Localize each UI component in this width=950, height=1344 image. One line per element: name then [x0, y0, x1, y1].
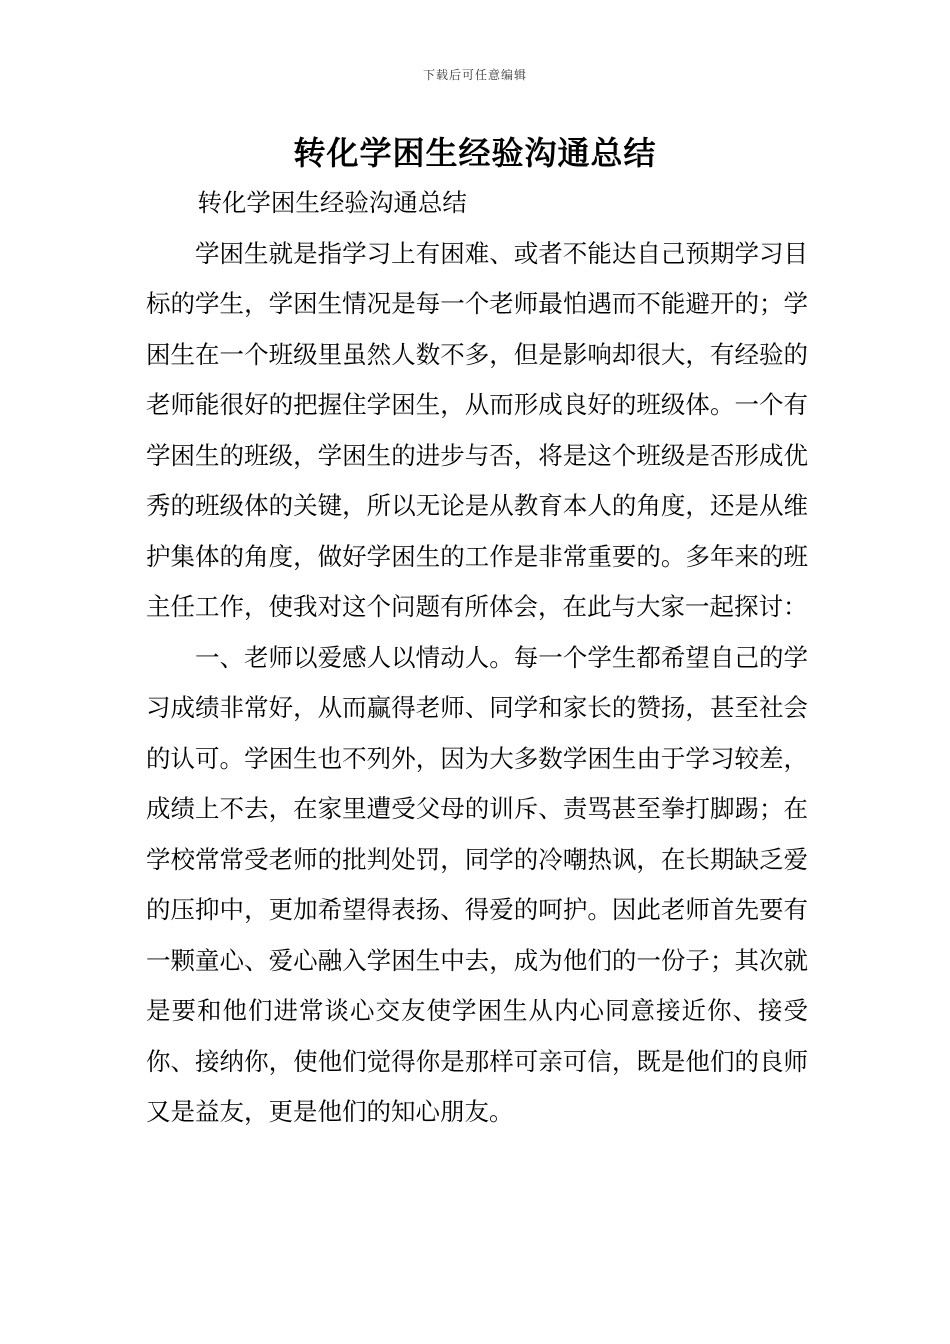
paragraph-intro: 学困生就是指学习上有困难、或者不能达自己预期学习目标的学生，学困生情况是每一个老师最怕遇而不能避开的；学困生在一个班级里虽然人数不多，但是影响却很大，有经验的老师能很好的把握住学困生，从而形成良好的班级体。一个有学困生的班级，学困生的进步与否，将是这个班级是否形成优秀的班级体的关键，所以无论是从教育本人的角度，还是从维护集体的角度，做好学困生的工作是非常重要的。多年来的班主任工作，使我对这个问题有所体会，在此与大家一起探讨： — [146, 238, 808, 621]
header-note: 下载后可任意编辑 — [422, 68, 527, 82]
document-body — [146, 178, 808, 1138]
document-title: 转化学困生经验沟通总结 — [293, 134, 657, 172]
paragraph-section-one: 一、老师以爱感人以情动人。每一个学生都希望自己的学习成绩非常好，从而赢得老师、同学和家长的赞扬，甚至社会的认可。学困生也不列外，因为大多数学困生由于学习较差，成绩上不去，在家里遭受父母的训斥、责骂甚至拳打脚踢；在学校常常受老师的批判处罚，同学的冷嘲热讽，在长期缺乏爱的压抑中，更加希望得表扬、得爱的呵护。因此老师首先要有一颗童心、爱心融入学困生中去，成为他们的一份子；其次就是要和他们进常谈心交友使学困生从内心同意接近你、接受你、接纳你，使他们觉得你是那样可亲可信，既是他们的良师又是益友，更是他们的知心朋友。 — [146, 642, 808, 1126]
document-subtitle: 转化学困生经验沟通总结 — [197, 188, 467, 217]
